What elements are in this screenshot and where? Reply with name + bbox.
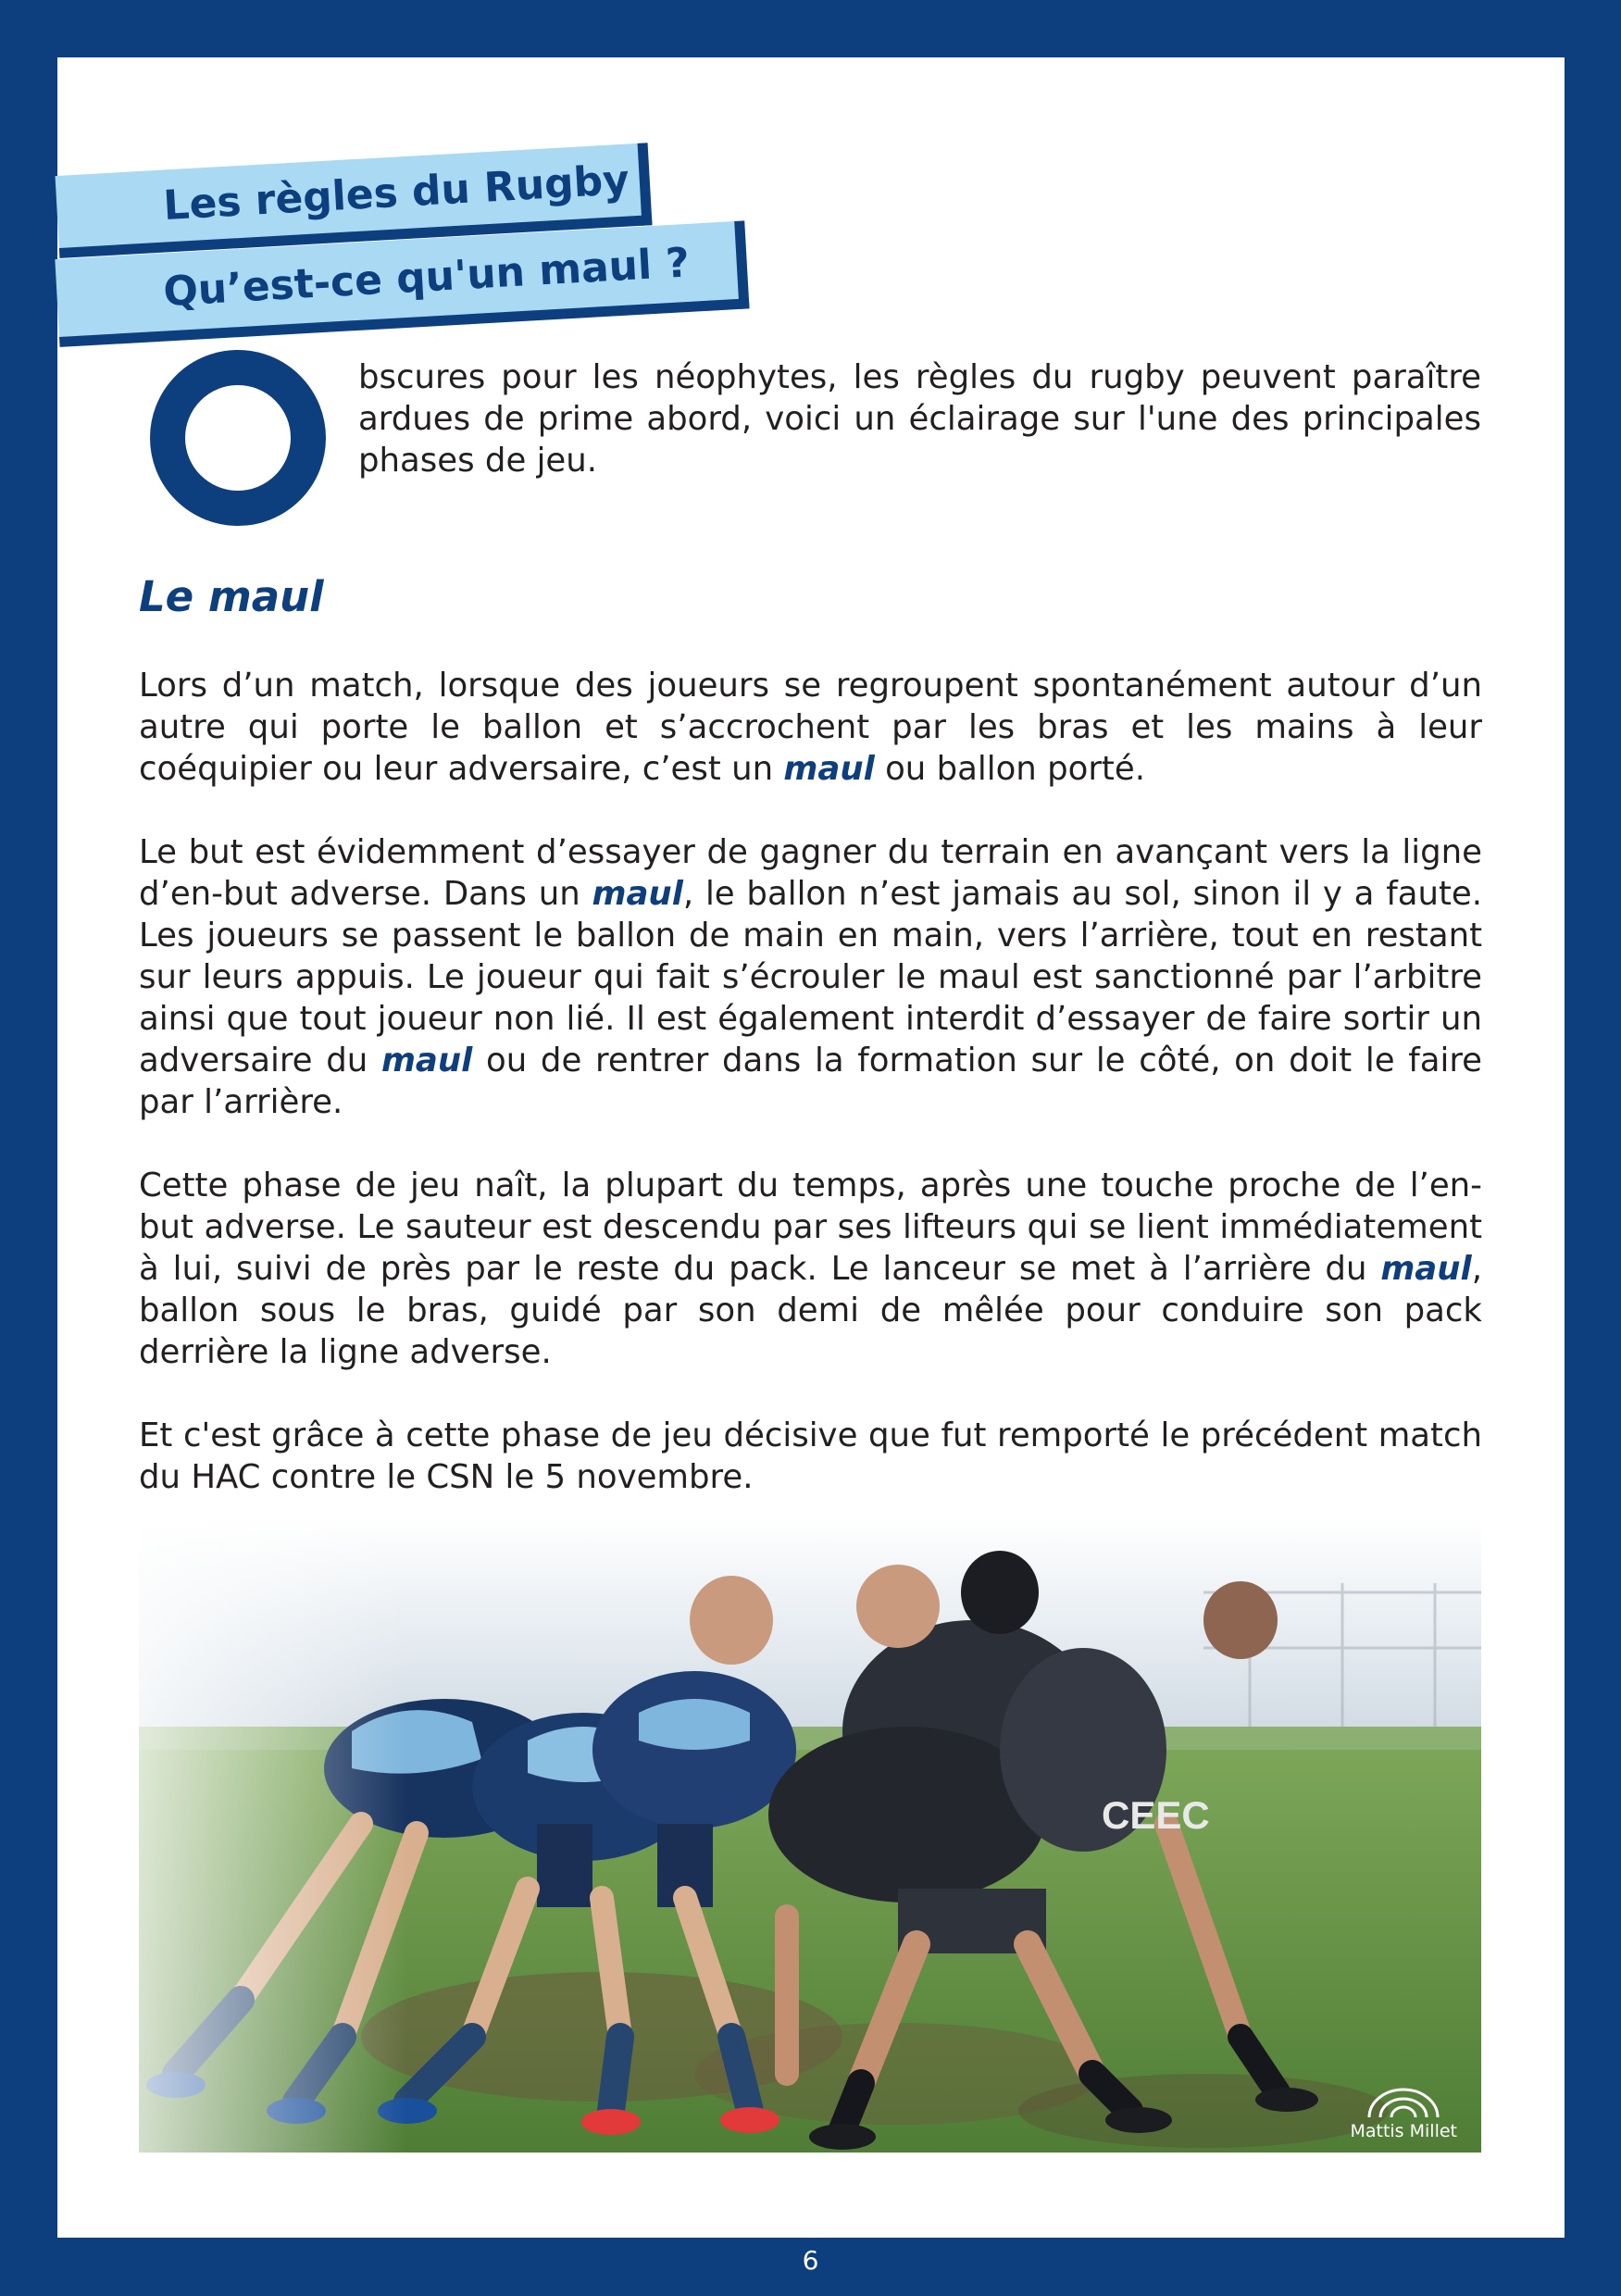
photo-credit-text: Mattis Millet [1350,2121,1457,2141]
drop-cap [150,350,326,526]
banner-title: Les règles du Rugby [162,156,631,231]
keyword-maul: maul [380,1042,473,1079]
photo-credit [1350,2086,1457,2141]
maul-photo-illustration [139,1518,1481,2152]
drop-cap-letter [185,385,186,386]
text-run: , ballon sous le bras, guidé par son demi de mêlée pour conduire son pack derrière la ligne adverse. [139,1250,1482,1371]
intro-paragraph: bscures pour les néophytes, les règles du rugby peuvent paraître ardues de prime abord, voici un éclairage sur l'une des principales phases de jeu. [358,358,1481,480]
banner-subtitle: Qu’est-ce qu'un maul ? [162,239,692,317]
text-run: ou ballon porté. [874,750,1145,788]
page-number: 6 [802,2245,819,2276]
text-run: , le ballon n’est jamais au sol, sinon il y a faute. Les joueurs se passent le ballon de main en main, vers l’arrière, tout en restant sur leurs appuis. Le joueur qui fait s’écrouler le maul est sanctionné par l’arbitre ainsi que tout joueur non lié. Il est également interdit d’essayer de faire sortir un adversaire du [139,875,1482,1079]
text-run: ou de rentrer dans la formation sur le côté, on doit le faire par l’arrière. [139,1042,1482,1121]
text-run: Le but est évidemment d’essayer de gagner du terrain en avançant vers la ligne d’en-but adverse. Dans un [139,833,1482,913]
paragraph-1 [139,665,1482,790]
paragraph-2 [139,831,1482,1123]
text-run: Lors d’un match, lorsque des joueurs se regroupent spontanément autour d’un autre qui porte le ballon et s’accrochent par les bras et les mains à leur coéquipier ou leur adversaire, c’est un [139,667,1482,788]
keyword-maul: maul [592,875,683,913]
keyword-maul: maul [1380,1250,1472,1288]
paragraph-3 [139,1165,1482,1373]
keyword-maul: maul [783,750,875,788]
article-body [139,665,1482,1540]
section-title: Le maul [139,572,324,621]
maul-photo [139,1518,1481,2152]
paragraph-4: Et c'est grâce à cette phase de jeu décisive que fut remporté le précédent match du HAC contre le CSN le 5 novembre. [139,1416,1482,1496]
text-run: Cette phase de jeu naît, la plupart du temps, après une touche proche de l’en-but adverse. Le sauteur est descendu par ses lifteurs qui se lient immédiatement à lui, suivi de près par le reste du pack. Le lanceur se met à l’arrière du [139,1167,1482,1288]
photographer-logo-icon [1362,2086,1445,2119]
